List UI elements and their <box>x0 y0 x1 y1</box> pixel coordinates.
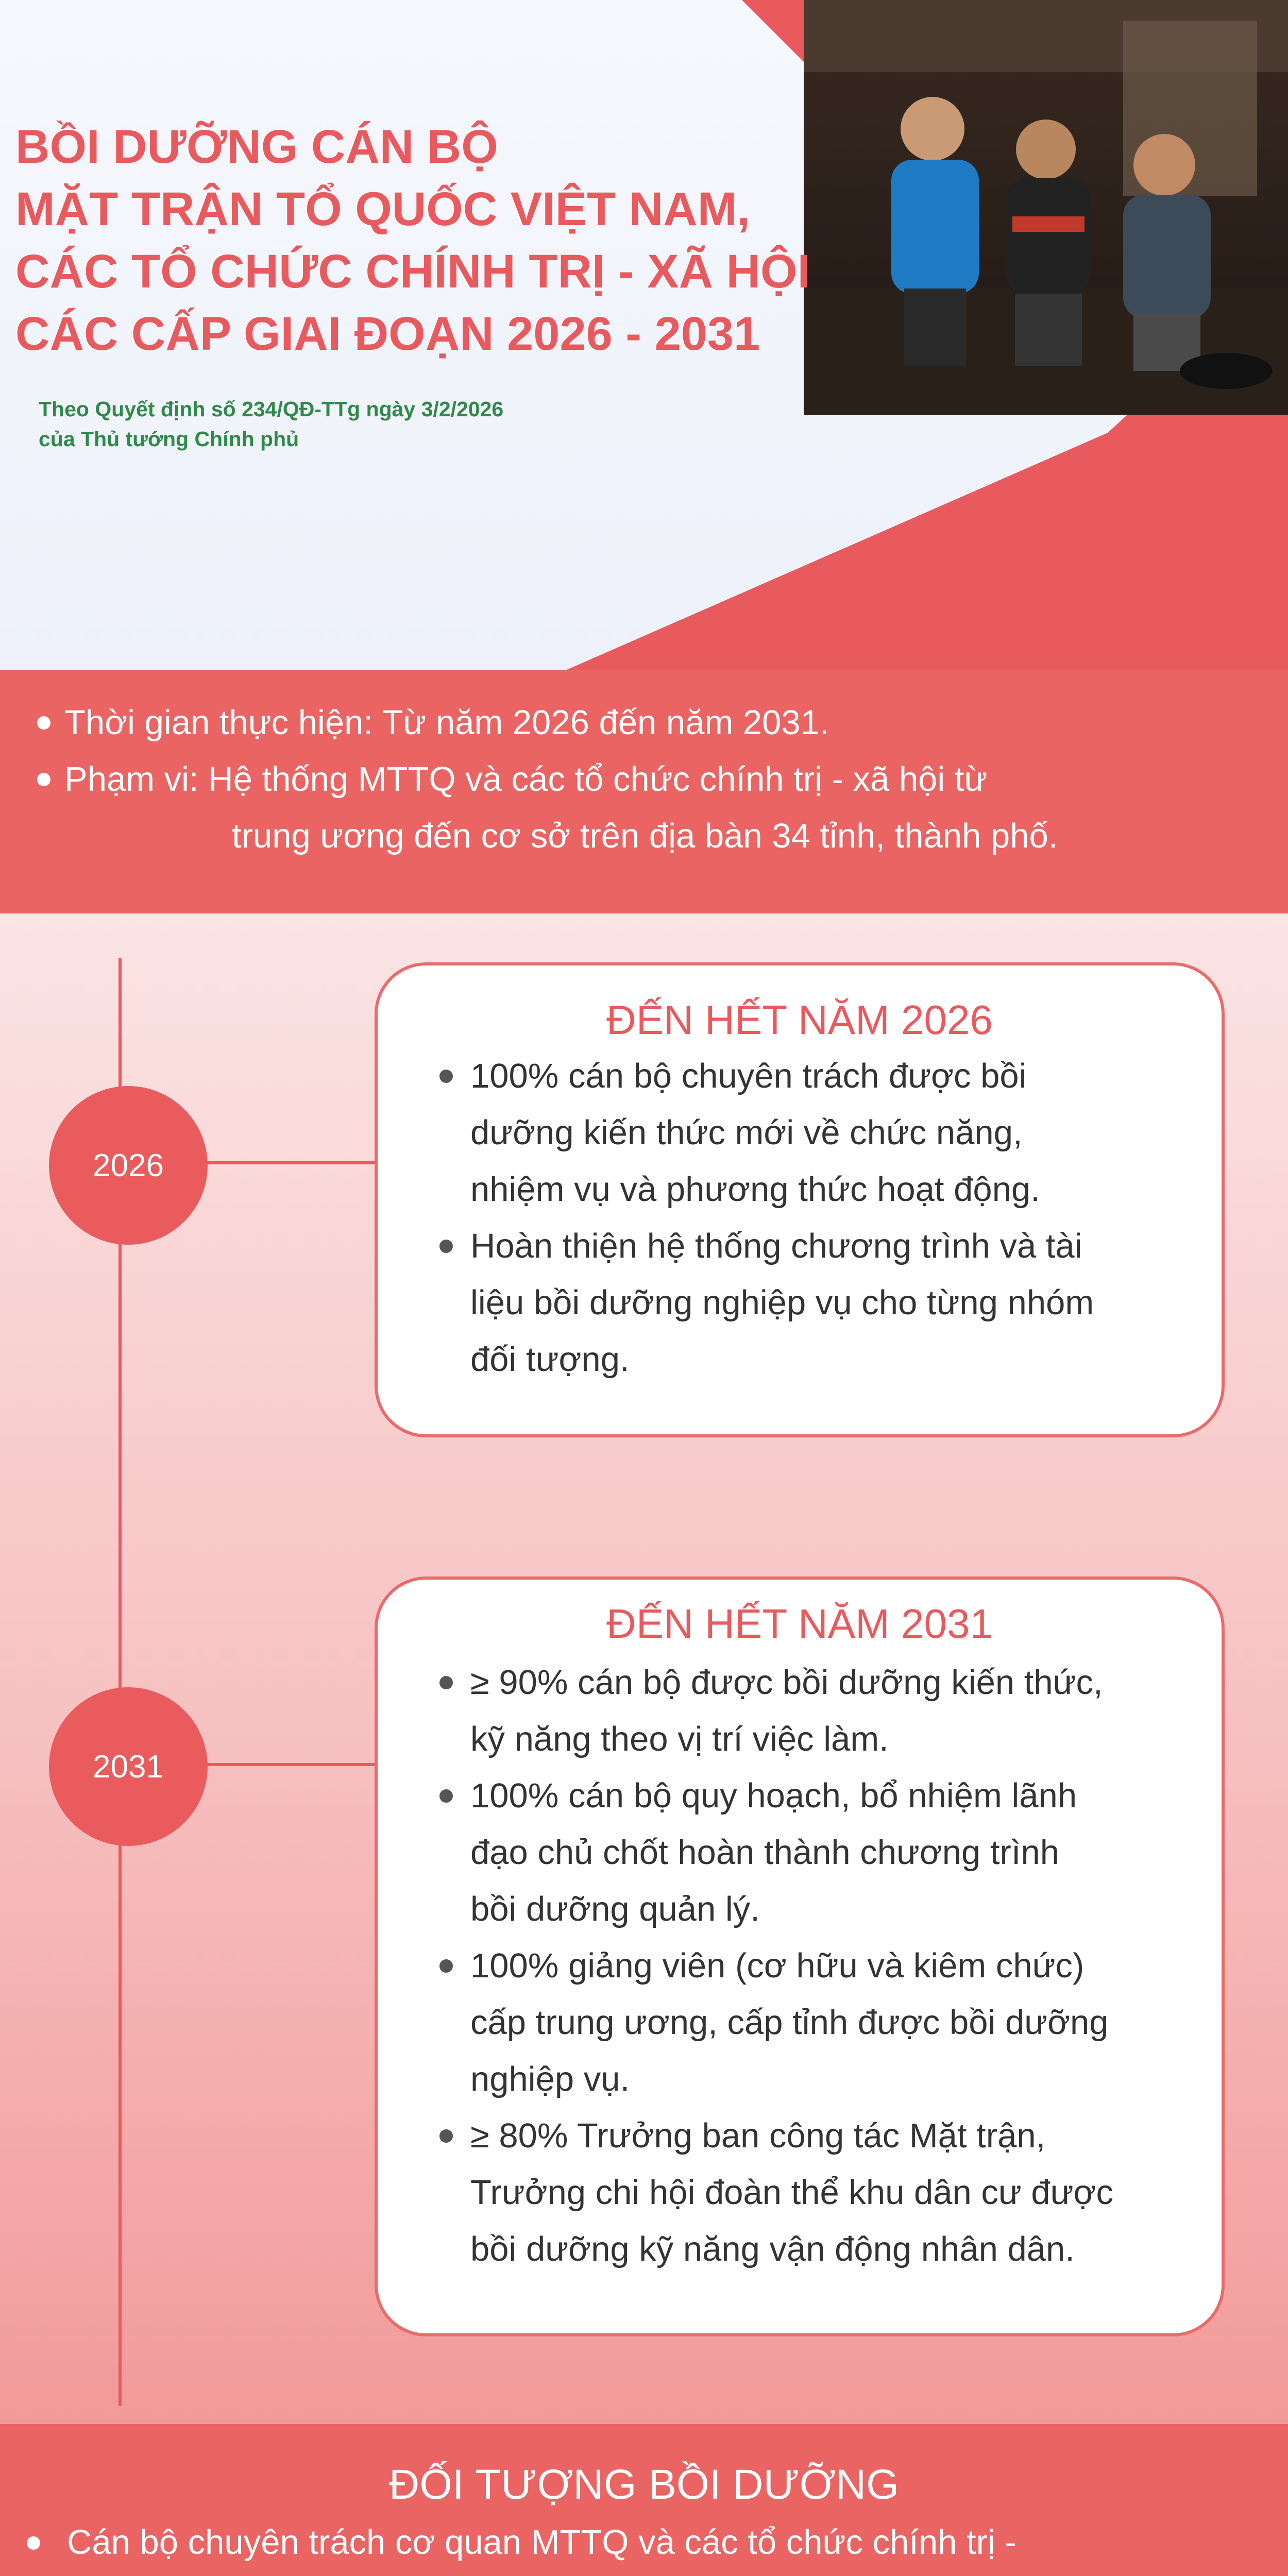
subjects-section <box>0 2424 1288 2576</box>
bullet-dot <box>37 716 50 730</box>
year-marker-2026: 2026 <box>49 1086 208 1245</box>
subjects-line: Cán bộ chuyên trách cơ quan MTTQ và các tổ chức chính trị - <box>67 2523 1016 2562</box>
page-title <box>15 116 819 365</box>
header-section <box>0 0 1288 670</box>
bullet-dot <box>439 1789 453 1803</box>
title-line: BỒI DƯỠNG CÁN BỘ <box>15 121 498 173</box>
info-section <box>0 670 1288 913</box>
milestone-line: bồi dưỡng kỹ năng vận động nhân dân. <box>470 2230 1075 2268</box>
milestone-line: 100% giảng viên (cơ hữu và kiêm chức) <box>470 1946 1084 1985</box>
milestone-line: 100% cán bộ chuyên trách được bồi <box>470 1057 1027 1095</box>
milestone-line: ≥ 90% cán bộ được bồi dưỡng kiến thức, <box>470 1663 1103 1702</box>
milestone-line: 100% cán bộ quy hoạch, bổ nhiệm lãnh <box>470 1776 1077 1815</box>
subtitle-line: của Thủ tướng Chính phủ <box>39 427 299 451</box>
title-line: CÁC CẤP GIAI ĐOẠN 2026 - 2031 <box>15 308 760 360</box>
milestone-card-2026 <box>375 962 1225 1437</box>
subtitle-line: Theo Quyết định số 234/QĐ-TTg ngày 3/2/2026 <box>39 397 504 421</box>
milestone-line: nhiệm vụ và phương thức hoạt động. <box>470 1170 1040 1209</box>
milestone-line: cấp trung ương, cấp tỉnh được bồi dưỡng <box>470 2003 1109 2042</box>
title-line: MẶT TRẬN TỔ QUỐC VIỆT NAM, <box>15 183 750 235</box>
milestone-line: kỹ năng theo vị trí việc làm. <box>470 1720 889 1758</box>
milestone-line: Hoàn thiện hệ thống chương trình và tài <box>470 1227 1082 1265</box>
bullet-dot <box>439 1676 453 1689</box>
timeline-section <box>0 913 1288 2424</box>
subjects-heading: ĐỐI TƯỢNG BỒI DƯỠNG <box>389 2461 899 2508</box>
bullet-dot <box>439 1240 453 1253</box>
milestone-line: đạo chủ chốt hoàn thành chương trình <box>470 1833 1059 1872</box>
year-marker-2031: 2031 <box>49 1687 208 1846</box>
header-photo <box>804 0 1288 415</box>
milestone-line: liệu bồi dưỡng nghiệp vụ cho từng nhóm <box>470 1283 1094 1322</box>
bullet-dot <box>439 1070 453 1083</box>
bullet-dot <box>37 773 50 786</box>
milestone-line: dưỡng kiến thức mới về chức năng, <box>470 1113 1023 1152</box>
bullet-dot <box>439 1959 453 1973</box>
milestone-line: nghiệp vụ. <box>470 2060 630 2098</box>
bullet-dot <box>439 2129 453 2143</box>
page-subtitle <box>39 394 708 454</box>
milestone-title: ĐẾN HẾT NĂM 2026 <box>606 997 993 1043</box>
bullet-dot <box>27 2536 40 2550</box>
milestone-line: đối tượng. <box>470 1340 630 1379</box>
milestone-line: Trưởng chi hội đoàn thể khu dân cư được <box>470 2173 1113 2212</box>
title-line: CÁC TỔ CHỨC CHÍNH TRỊ - XÃ HỘI <box>15 245 811 298</box>
info-scope: Phạm vi: Hệ thống MTTQ và các tổ chức chính trị - xã hội từ <box>64 760 988 799</box>
info-scope-continued: trung ương đến cơ sở trên địa bàn 34 tỉnh, thành phố. <box>232 817 1058 855</box>
info-time: Thời gian thực hiện: Từ năm 2026 đến năm 2031. <box>64 703 829 742</box>
milestone-line: ≥ 80% Trưởng ban công tác Mặt trận, <box>470 2116 1046 2155</box>
milestone-title: ĐẾN HẾT NĂM 2031 <box>606 1601 993 1647</box>
milestone-line: bồi dưỡng quản lý. <box>470 1890 760 1928</box>
milestone-card-2031 <box>375 1577 1225 2336</box>
